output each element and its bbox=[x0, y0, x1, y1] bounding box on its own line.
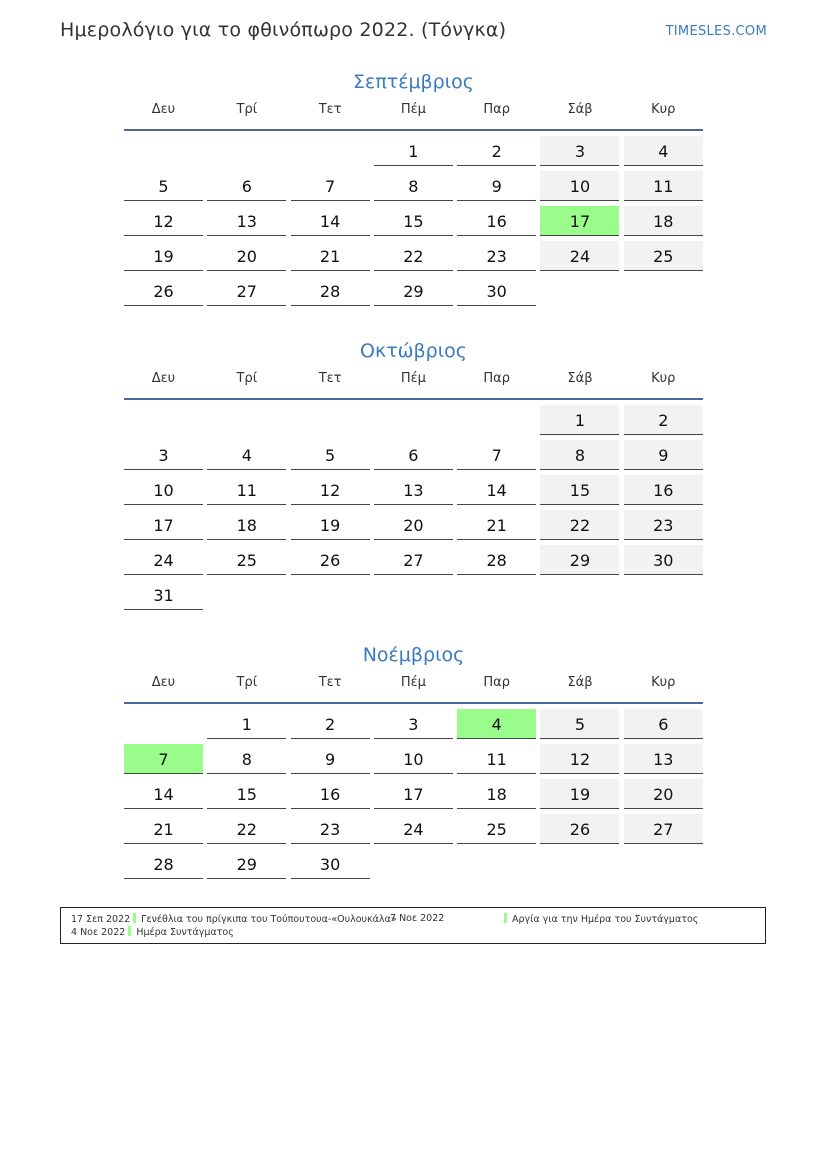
weekday-label: Πέμ bbox=[400, 102, 426, 117]
month-calendar bbox=[124, 641, 703, 879]
day-cell: 29 bbox=[374, 276, 453, 306]
day-cell: 8 bbox=[540, 440, 619, 470]
day-cell: 18 bbox=[624, 206, 703, 236]
empty-day-cell bbox=[457, 405, 536, 435]
day-cell: 18 bbox=[457, 779, 536, 809]
day-cell: 11 bbox=[624, 171, 703, 201]
day-cell: 3 bbox=[540, 136, 619, 166]
weekday-label: Τρί bbox=[236, 675, 258, 690]
weekday-header bbox=[124, 370, 703, 400]
day-cell: 14 bbox=[124, 779, 203, 809]
day-cell: 12 bbox=[124, 206, 203, 236]
holiday-color-swatch bbox=[133, 913, 136, 923]
day-cell: 17 bbox=[374, 779, 453, 809]
day-cell: 26 bbox=[540, 814, 619, 844]
day-cell: 22 bbox=[207, 814, 286, 844]
weekday-label: Τρί bbox=[236, 102, 258, 117]
month-calendar bbox=[124, 337, 703, 610]
empty-day-cell bbox=[291, 405, 370, 435]
day-cell: 27 bbox=[207, 276, 286, 306]
day-cell: 3 bbox=[124, 440, 203, 470]
site-link[interactable]: TIMESLES.COM bbox=[665, 24, 767, 39]
empty-day-cell bbox=[624, 580, 703, 610]
day-cell: 24 bbox=[540, 241, 619, 271]
empty-day-cell bbox=[207, 405, 286, 435]
legend-item bbox=[501, 913, 698, 926]
weekday-label: Κυρ bbox=[651, 371, 676, 386]
day-cell: 5 bbox=[124, 171, 203, 201]
day-cell: 30 bbox=[457, 276, 536, 306]
day-cell: 13 bbox=[624, 744, 703, 774]
day-cell: 9 bbox=[457, 171, 536, 201]
day-cell: 7 bbox=[124, 744, 203, 774]
day-cell: 12 bbox=[291, 475, 370, 505]
day-cell: 23 bbox=[624, 510, 703, 540]
day-cell: 20 bbox=[374, 510, 453, 540]
day-cell: 31 bbox=[124, 580, 203, 610]
day-cell: 21 bbox=[457, 510, 536, 540]
day-cell: 6 bbox=[374, 440, 453, 470]
day-cell: 22 bbox=[540, 510, 619, 540]
day-cell: 12 bbox=[540, 744, 619, 774]
day-cell: 29 bbox=[540, 545, 619, 575]
day-cell: 30 bbox=[291, 849, 370, 879]
header-divider bbox=[124, 398, 703, 400]
empty-day-cell bbox=[374, 580, 453, 610]
day-cell: 13 bbox=[207, 206, 286, 236]
day-cell: 10 bbox=[124, 475, 203, 505]
empty-day-cell bbox=[374, 405, 453, 435]
day-cell: 29 bbox=[207, 849, 286, 879]
weekday-label: Τετ bbox=[318, 102, 342, 117]
holiday-legend bbox=[60, 907, 766, 944]
day-cell: 13 bbox=[374, 475, 453, 505]
legend-holiday-name: Αργία για την Ημέρα του Συντάγματος bbox=[512, 914, 699, 925]
empty-day-cell bbox=[124, 136, 203, 166]
weekday-label: Κυρ bbox=[651, 675, 676, 690]
day-cell: 28 bbox=[291, 276, 370, 306]
day-cell: 23 bbox=[291, 814, 370, 844]
days-grid bbox=[124, 709, 703, 879]
day-cell: 16 bbox=[457, 206, 536, 236]
day-cell: 11 bbox=[457, 744, 536, 774]
legend-date: 4 Νοε 2022 bbox=[71, 927, 126, 938]
empty-day-cell bbox=[540, 580, 619, 610]
day-cell: 25 bbox=[207, 545, 286, 575]
day-cell: 14 bbox=[291, 206, 370, 236]
day-cell: 19 bbox=[291, 510, 370, 540]
empty-day-cell bbox=[457, 849, 536, 879]
empty-day-cell bbox=[624, 849, 703, 879]
day-cell: 9 bbox=[291, 744, 370, 774]
day-cell: 10 bbox=[540, 171, 619, 201]
day-cell: 2 bbox=[624, 405, 703, 435]
day-cell: 7 bbox=[457, 440, 536, 470]
empty-day-cell bbox=[124, 709, 203, 739]
day-cell: 30 bbox=[624, 545, 703, 575]
day-cell: 1 bbox=[540, 405, 619, 435]
day-cell: 4 bbox=[624, 136, 703, 166]
day-cell: 1 bbox=[207, 709, 286, 739]
day-cell: 4 bbox=[207, 440, 286, 470]
header-divider bbox=[124, 702, 703, 704]
empty-day-cell bbox=[624, 276, 703, 306]
day-cell: 20 bbox=[624, 779, 703, 809]
day-cell: 19 bbox=[540, 779, 619, 809]
legend-holiday-name: Ημέρα Συντάγματος bbox=[136, 927, 234, 938]
weekday-header bbox=[124, 101, 703, 131]
day-cell: 3 bbox=[374, 709, 453, 739]
day-cell: 1 bbox=[374, 136, 453, 166]
day-cell: 27 bbox=[624, 814, 703, 844]
weekday-label: Δευ bbox=[151, 371, 176, 386]
day-cell: 6 bbox=[207, 171, 286, 201]
day-cell: 17 bbox=[124, 510, 203, 540]
day-cell: 16 bbox=[624, 475, 703, 505]
holiday-color-swatch bbox=[128, 926, 131, 936]
empty-day-cell bbox=[457, 580, 536, 610]
day-cell: 10 bbox=[374, 744, 453, 774]
day-cell: 21 bbox=[124, 814, 203, 844]
day-cell: 26 bbox=[124, 276, 203, 306]
day-cell: 24 bbox=[374, 814, 453, 844]
day-cell: 26 bbox=[291, 545, 370, 575]
day-cell: 19 bbox=[124, 241, 203, 271]
legend-date: 17 Σεπ 2022 bbox=[71, 914, 131, 925]
weekday-label: Σάβ bbox=[567, 371, 593, 386]
day-cell: 25 bbox=[457, 814, 536, 844]
day-cell: 8 bbox=[374, 171, 453, 201]
weekday-label: Σάβ bbox=[567, 675, 593, 690]
weekday-label: Τετ bbox=[318, 675, 342, 690]
days-grid bbox=[124, 405, 703, 610]
day-cell: 16 bbox=[291, 779, 370, 809]
weekday-header bbox=[124, 674, 703, 704]
month-name: Νοέμβριος bbox=[362, 644, 465, 666]
legend-date: 7 Νοε 2022 bbox=[390, 913, 445, 924]
legend-item bbox=[71, 913, 397, 926]
holiday-color-swatch bbox=[504, 913, 507, 923]
day-cell: 5 bbox=[540, 709, 619, 739]
weekday-label: Δευ bbox=[151, 102, 176, 117]
weekday-label: Παρ bbox=[483, 675, 510, 690]
day-cell: 24 bbox=[124, 545, 203, 575]
empty-day-cell bbox=[374, 849, 453, 879]
day-cell: 18 bbox=[207, 510, 286, 540]
day-cell: 11 bbox=[207, 475, 286, 505]
month-name: Οκτώβριος bbox=[360, 340, 467, 362]
header-divider bbox=[124, 129, 703, 131]
weekday-label: Παρ bbox=[483, 102, 510, 117]
day-cell: 23 bbox=[457, 241, 536, 271]
day-cell: 15 bbox=[374, 206, 453, 236]
empty-day-cell bbox=[207, 136, 286, 166]
day-cell: 4 bbox=[457, 709, 536, 739]
day-cell: 5 bbox=[291, 440, 370, 470]
weekday-label: Τρί bbox=[236, 371, 258, 386]
day-cell: 20 bbox=[207, 241, 286, 271]
day-cell: 27 bbox=[374, 545, 453, 575]
day-cell: 9 bbox=[624, 440, 703, 470]
day-cell: 6 bbox=[624, 709, 703, 739]
empty-day-cell bbox=[540, 276, 619, 306]
month-name: Σεπτέμβριος bbox=[353, 71, 474, 93]
day-cell: 15 bbox=[207, 779, 286, 809]
day-cell: 15 bbox=[540, 475, 619, 505]
days-grid bbox=[124, 136, 703, 306]
month-calendar bbox=[124, 68, 703, 306]
empty-day-cell bbox=[124, 405, 203, 435]
weekday-label: Σάβ bbox=[567, 102, 593, 117]
empty-day-cell bbox=[291, 136, 370, 166]
weekday-label: Δευ bbox=[151, 675, 176, 690]
empty-day-cell bbox=[291, 580, 370, 610]
day-cell: 21 bbox=[291, 241, 370, 271]
day-cell: 14 bbox=[457, 475, 536, 505]
day-cell: 2 bbox=[457, 136, 536, 166]
day-cell: 25 bbox=[624, 241, 703, 271]
day-cell: 22 bbox=[374, 241, 453, 271]
legend-holiday-name: Γενέθλια του πρίγκιπα του Τούπουτουα-«Ουλουκάλα» bbox=[141, 914, 397, 925]
day-cell: 17 bbox=[540, 206, 619, 236]
day-cell: 7 bbox=[291, 171, 370, 201]
weekday-label: Πέμ bbox=[400, 371, 426, 386]
day-cell: 8 bbox=[207, 744, 286, 774]
legend-item bbox=[71, 926, 234, 939]
legend-item bbox=[390, 913, 444, 925]
weekday-label: Κυρ bbox=[651, 102, 676, 117]
weekday-label: Πέμ bbox=[400, 675, 426, 690]
empty-day-cell bbox=[540, 849, 619, 879]
day-cell: 2 bbox=[291, 709, 370, 739]
weekday-label: Παρ bbox=[483, 371, 510, 386]
empty-day-cell bbox=[207, 580, 286, 610]
page-title: Ημερολόγιο για το φθινόπωρο 2022. (Τόνγκα) bbox=[60, 19, 507, 41]
day-cell: 28 bbox=[457, 545, 536, 575]
day-cell: 28 bbox=[124, 849, 203, 879]
weekday-label: Τετ bbox=[318, 371, 342, 386]
